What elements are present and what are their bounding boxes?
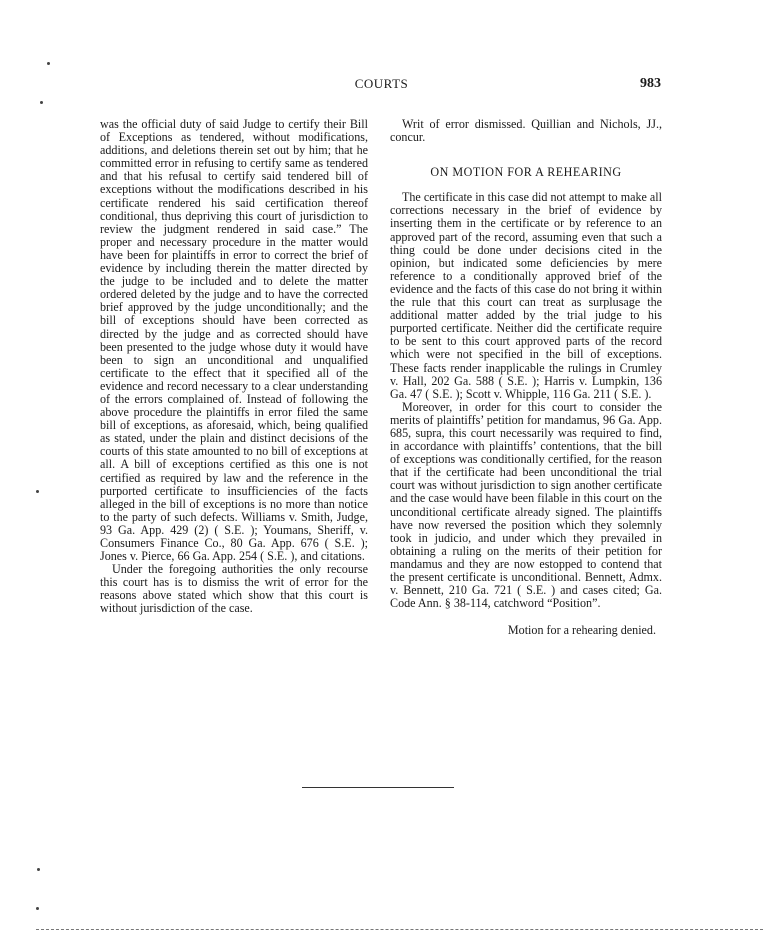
scan-speck xyxy=(47,62,50,65)
scan-speck xyxy=(36,490,39,493)
running-header-title: COURTS xyxy=(354,76,409,91)
rehearing-heading: ON MOTION FOR A REHEARING xyxy=(430,165,622,180)
rehearing-paragraph-1: The certificate in this case did not attempt to make all corrections necessary in the brief of evidence by inserting them in the certificate or by reference to an approved part of the record, assuming even that such a thing could be done under decisions cited in the opinion, but indicated some deficiencies by mere reference to a conditionally approved brief of the evidence and the facts of this case do not bring it within the rule that this court can treat as surplusage the additional matter added by the trial judge to his purported certificate. Neither did the certificate require to be sent to this court approved parts of the record which were not specified in the bill of exceptions. These facts render inapplicable the rulings in Crumley v. Hall, 202 Ga. 588 ( S.E. ); Harris v. Lumpkin, 136 Ga. 47 ( S.E. ); Scott v. Whipple, 116 Ga. 211 ( S.E. ). xyxy=(390,190,662,401)
scan-speck xyxy=(37,868,40,871)
rehearing-disposition: Motion for a rehearing denied. xyxy=(507,623,656,638)
end-of-case-rule xyxy=(302,787,454,788)
scan-speck xyxy=(40,101,43,104)
opinion-paragraph-continued: was the official duty of said Judge to certify their Bill of Exceptions as tendered, without modifications, additions, and deletions therein set out by him; that he committed error in refusing to certify same as tendered and that his refusal to certify said tendered bill of exceptions without the modifications described in his certificate rendered his said certification thereof conditional, thus depriving this court of jurisdiction to review the judgment rendered in said case.” The proper and necessary procedure in the matter would have been for plaintiffs in error to correct the brief of evidence by including therein the matter directed by the judge to be included and to delete the matter ordered deleted by the judge and to have the corrected brief approved by the judge unconditionally; and the bill of exceptions should have been corrected as directed by the judge and as corrected should have been presented to the judge whose duty it would have been to sign an unconditional and unqualified certificate to the effect that it specified all of the evidence and record necessary to a clear understanding of the errors complained of. Instead of following the above procedure the plaintiffs in error filed the same bill of exceptions, as aforesaid, which, being qualified as stated, under the plain and distinct decisions of the courts of this state amounted to no bill of exceptions at all. A bill of exceptions certified as this one is not certified as required by law and the reference in the purported certificate to insufficiencies of the facts alleged in the bill of exceptions is no more than notice to the party of such defects. Williams v. Smith, Judge, 93 Ga. App. 429 (2) ( S.E. ); Youmans, Sheriff, v. Consumers Finance Co., 80 Ga. App. 676 ( S.E. ); Jones v. Pierce, 66 Ga. App. 254 ( S.E. ), and citations. xyxy=(100,117,368,564)
judgment-line: Writ of error dismissed. Quillian and Nichols, JJ., concur. xyxy=(390,117,662,145)
rehearing-paragraph-2: Moreover, in order for this court to consider the merits of plaintiffs’ petition for mandamus, 96 Ga. App. 685, supra, this court necessarily was required to find, in accordance with plaintiffs’ contentions, that the bill of exceptions was conditionally certified, for the reason that if the certificate had been unconditional the trial court was without jurisdiction to sign another certificate and the case would have been filable in this court on the unconditional certificate already signed. The plaintiffs have now reversed the position which they solemnly took in judicio, and under which they prevailed in obtaining a ruling on the merits of their petition for mandamus and they are now estopped to contend that the present certificate is unconditional. Bennett, Admx. v. Bennett, 210 Ga. 721 ( S.E. ) and cases cited; Ga. Code Ann. § 38-114, catchword “Position”. xyxy=(390,399,662,611)
page-number: 983 xyxy=(640,76,661,91)
opinion-paragraph-conclusion: Under the foregoing authorities the only recourse this court has is to dismiss the writ of error for the reasons above stated which show that this court is without jurisdiction of the case. xyxy=(100,562,368,616)
scan-bottom-edge xyxy=(36,929,763,930)
scan-speck xyxy=(36,907,39,910)
left-column xyxy=(100,118,368,616)
right-column xyxy=(390,118,662,637)
